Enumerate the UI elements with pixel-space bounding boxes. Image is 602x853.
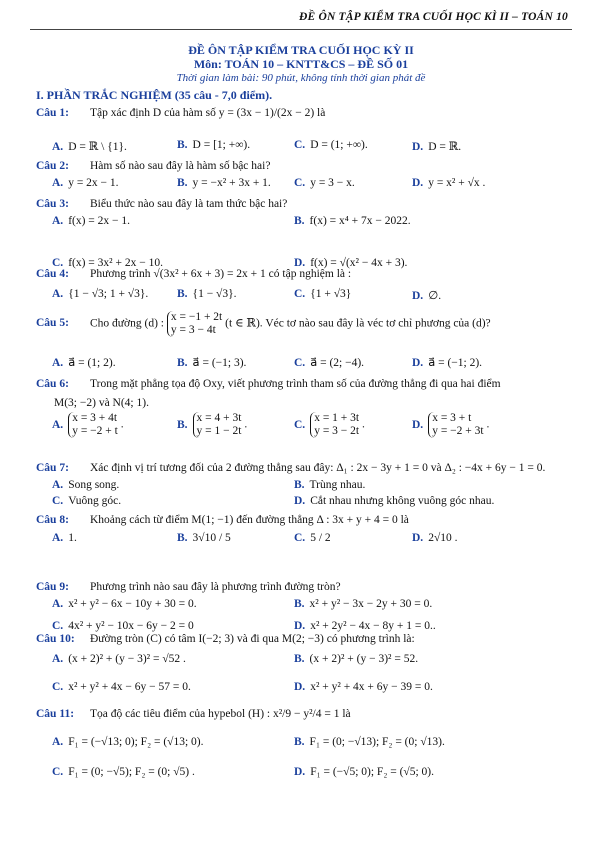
question-text: Tập xác định D của hàm số y = (3x − 1)/(2x − 2) là (90, 107, 326, 119)
option-system (193, 412, 242, 438)
option-letter: C. (294, 532, 306, 544)
option-text: (x + 2)² + (y − 3)² = 52. (309, 653, 419, 665)
option-d[interactable] (294, 681, 433, 693)
option-system (310, 412, 359, 438)
option-d[interactable] (412, 139, 461, 153)
option-d[interactable] (412, 288, 441, 302)
question-text: Biểu thức nào sau đây là tam thức bậc hai? (90, 198, 288, 210)
option-letter: D. (412, 177, 424, 189)
option-b[interactable] (294, 215, 411, 227)
option-text: Trùng nhau. (309, 479, 366, 491)
option-text: F₁ = (0; −√5); F₂ = (0; √5) . (68, 766, 195, 778)
question-text: Trong mặt phẳng tọa độ Oxy, viết phương trình tham số của đường thẳng đi qua hai điểm (90, 378, 501, 390)
question-label: Câu 5: (36, 317, 69, 329)
option-letter: A. (52, 736, 64, 748)
option-d[interactable] (412, 412, 489, 438)
option-text: 3√10 / 5 (192, 532, 231, 544)
option-text: D = ℝ \ {1}. (68, 141, 127, 153)
option-text: f(x) = 3x² + 2x − 10. (68, 257, 163, 269)
option-text: a⃗ = (−1; 3). (192, 357, 247, 369)
option-letter: B. (177, 139, 188, 151)
option-text: a⃗ = (2; −4). (310, 357, 365, 369)
option-a[interactable] (52, 215, 130, 227)
option-b[interactable] (177, 139, 250, 151)
option-a[interactable] (52, 177, 119, 189)
question-text (90, 311, 578, 337)
option-letter: A. (52, 598, 64, 610)
option-a[interactable] (52, 598, 197, 610)
option-text: y = x² + √x . (428, 177, 486, 189)
question-label: Câu 9: (36, 581, 69, 593)
option-a[interactable] (52, 653, 186, 665)
option-c[interactable] (294, 177, 355, 189)
option-text: y = 3 − x. (310, 177, 355, 189)
question-label: Câu 7: (36, 462, 69, 474)
option-text: {1 − √3; 1 + √3}. (68, 288, 149, 300)
option-c[interactable] (52, 495, 121, 507)
option-text: 4x² + y² − 10x − 6y − 2 = 0 (68, 620, 194, 632)
option-text: x² + y² + 4x − 6y − 57 = 0. (68, 681, 191, 693)
question-text: Khoảng cách từ điểm M(1; −1) đến đường thẳng Δ : 3x + y + 4 = 0 là (90, 514, 409, 526)
option-text: 5 / 2 (310, 532, 331, 544)
option-d[interactable] (294, 620, 436, 632)
option-letter: A. (52, 357, 64, 369)
option-c[interactable] (52, 681, 191, 693)
parametric-system (167, 311, 222, 337)
option-text: 1. (68, 532, 77, 544)
system-line: x = 1 + 3t (314, 412, 360, 424)
option-text: {1 − √3}. (192, 288, 237, 300)
option-letter: A. (52, 141, 64, 153)
header-rule (30, 29, 572, 30)
exam-subject: Môn: TOÁN 10 – KNTT&CS – ĐỀ SỐ 01 (193, 57, 409, 71)
question-label: Câu 6: (36, 378, 69, 390)
option-period: . (483, 418, 490, 431)
exam-title: ĐỀ ÔN TẬP KIỂM TRA CUỐI HỌC KỲ II (188, 43, 414, 57)
option-letter: B. (294, 479, 305, 491)
option-b[interactable] (177, 412, 247, 438)
option-c[interactable] (294, 288, 351, 300)
system-line: y = −2 + t (72, 425, 118, 437)
option-text: y = −x² + 3x + 1. (192, 177, 271, 189)
option-text: x² + y² − 3x − 2y + 30 = 0. (309, 598, 433, 610)
option-letter: C. (294, 139, 306, 151)
option-text: ∅. (428, 290, 442, 302)
option-a[interactable] (52, 736, 203, 748)
option-system (68, 412, 118, 438)
question-label: Câu 4: (36, 268, 69, 280)
option-letter: C. (294, 418, 306, 431)
option-a[interactable] (52, 479, 119, 491)
question-text: Phương trình nào sau đây là phương trình đường tròn? (90, 581, 341, 593)
system-line: y = −2 + 3t (432, 425, 484, 437)
option-b[interactable] (294, 598, 432, 610)
section-heading: I. PHẦN TRẮC NGHIỆM (35 câu - 7,0 điểm). (36, 88, 273, 102)
option-text: y = 2x − 1. (68, 177, 119, 189)
option-c[interactable] (52, 766, 195, 778)
option-d[interactable] (412, 177, 485, 189)
option-text: f(x) = √(x² − 4x + 3). (310, 257, 408, 269)
question-label: Câu 1: (36, 107, 69, 119)
question-label: Câu 11: (36, 708, 75, 720)
option-letter: A. (52, 532, 64, 544)
option-text: 2√10 . (428, 532, 458, 544)
option-letter: D. (412, 532, 424, 544)
option-letter: A. (52, 177, 64, 189)
option-c[interactable] (52, 620, 194, 632)
option-c[interactable] (294, 355, 364, 369)
option-c[interactable] (294, 532, 331, 544)
option-letter: B. (177, 418, 188, 431)
option-letter: C. (294, 177, 306, 189)
option-letter: D. (412, 357, 424, 369)
question-label: Câu 10: (36, 633, 75, 645)
option-period: . (359, 418, 365, 431)
option-d[interactable] (294, 495, 494, 507)
option-c[interactable] (294, 412, 365, 438)
option-text: F₁ = (−√5; 0); F₂ = (√5; 0). (310, 766, 434, 778)
option-letter: A. (52, 418, 64, 431)
option-letter: C. (52, 495, 64, 507)
option-text: x² + 2y² − 4x − 8y + 1 = 0.. (310, 620, 436, 632)
option-b[interactable] (177, 288, 237, 300)
option-text: Cắt nhau nhưng không vuông góc nhau. (310, 495, 495, 507)
option-letter: D. (412, 418, 424, 431)
option-text: {1 + √3} (310, 288, 352, 300)
option-letter: D. (294, 620, 306, 632)
option-letter: D. (412, 290, 424, 302)
option-letter: B. (177, 177, 188, 189)
page-header: ĐỀ ÔN TẬP KIỂM TRA CUỐI HỌC KÌ II – TOÁN 10 (299, 11, 568, 23)
option-letter: B. (294, 653, 305, 665)
question-label: Câu 8: (36, 514, 69, 526)
option-a[interactable] (52, 288, 148, 300)
question-text: Đường tròn (C) có tâm I(−2; 3) và đi qua M(2; −3) có phương trình là: (90, 633, 415, 645)
system-line: x = 4 + 3t (196, 412, 242, 424)
option-text: a⃗ = (1; 2). (68, 357, 116, 369)
option-text: x² + y² − 6x − 10y + 30 = 0. (68, 598, 197, 610)
option-letter: C. (52, 681, 64, 693)
exam-time-note: Thời gian làm bài: 90 phút, không tính thời gian phát đề (176, 72, 426, 84)
option-letter: D. (412, 141, 424, 153)
option-a[interactable] (52, 532, 77, 544)
option-letter: B. (294, 215, 305, 227)
question-text-line2: M(3; −2) và N(4; 1). (54, 397, 149, 409)
option-text: F₁ = (0; −√13); F₂ = (0; √13). (309, 736, 445, 748)
option-a[interactable] (52, 355, 116, 369)
option-letter: C. (52, 766, 64, 778)
option-letter: A. (52, 215, 64, 227)
option-b[interactable] (294, 736, 445, 748)
option-text: F₁ = (−√13; 0); F₂ = (√13; 0). (68, 736, 204, 748)
option-d[interactable] (412, 532, 458, 544)
question-text: Xác định vị trí tương đối của 2 đường thẳng sau đây: Δ₁ : 2x − 3y + 1 = 0 và Δ₂ : −4x + 6y − 1 = 0. (90, 462, 546, 474)
question-text-tail: (t ∈ ℝ). Véc tơ nào sau đây là véc tơ chỉ phương của (d)? (222, 317, 491, 330)
question-label: Câu 2: (36, 160, 69, 172)
option-text: D = [1; +∞). (192, 139, 251, 151)
option-letter: D. (294, 257, 306, 269)
system-line: x = 3 + 4t (72, 412, 118, 424)
option-text: x² + y² + 4x + 6y − 39 = 0. (310, 681, 433, 693)
question-text: Tọa độ các tiêu điểm của hypebol (H) : x²/9 − y²/4 = 1 là (90, 708, 351, 720)
option-c[interactable] (294, 139, 368, 151)
system-line: y = 3 − 2t (314, 425, 360, 437)
option-a[interactable] (52, 139, 127, 153)
option-letter: B. (294, 736, 305, 748)
system-line: x = −1 + 2t (170, 311, 223, 323)
question-text: Hàm số nào sau đây là hàm số bậc hai? (90, 160, 271, 172)
option-letter: B. (177, 288, 188, 300)
option-b[interactable] (177, 177, 271, 189)
option-system (428, 412, 483, 438)
option-letter: C. (52, 257, 64, 269)
option-period: . (241, 418, 248, 431)
option-period: . (117, 418, 124, 431)
option-text: f(x) = x⁴ + 7x − 2022. (309, 215, 411, 227)
option-letter: C. (294, 357, 306, 369)
option-text: (x + 2)² + (y − 3)² = √52 . (68, 653, 186, 665)
option-b[interactable] (294, 653, 418, 665)
option-d[interactable] (294, 766, 434, 778)
option-letter: B. (177, 357, 188, 369)
option-text: f(x) = 2x − 1. (68, 215, 131, 227)
system-line: y = 1 − 2t (196, 425, 242, 437)
option-text: a⃗ = (−1; 2). (428, 357, 483, 369)
option-d[interactable] (412, 355, 482, 369)
option-text: D = (1; +∞). (310, 139, 368, 151)
question-text: Phương trình √(3x² + 6x + 3) = 2x + 1 có tập nghiệm là : (90, 268, 352, 280)
question-text-lead: Cho đường (d) : (90, 317, 167, 330)
option-letter: A. (52, 288, 64, 300)
option-letter: C. (52, 620, 64, 632)
system-line: y = 3 − 4t (170, 324, 216, 336)
option-b[interactable] (177, 532, 231, 544)
option-letter: B. (294, 598, 305, 610)
option-letter: B. (177, 532, 188, 544)
option-letter: D. (294, 766, 306, 778)
option-b[interactable] (177, 355, 246, 369)
option-a[interactable] (52, 412, 124, 438)
option-letter: C. (294, 288, 306, 300)
option-letter: D. (294, 495, 306, 507)
system-line: x = 3 + t (432, 412, 472, 424)
option-text: D = ℝ. (428, 141, 462, 153)
option-letter: D. (294, 681, 306, 693)
option-letter: A. (52, 653, 64, 665)
option-text: Song song. (68, 479, 120, 491)
option-letter: A. (52, 479, 64, 491)
option-text: Vuông góc. (68, 495, 122, 507)
question-label: Câu 3: (36, 198, 69, 210)
option-b[interactable] (294, 479, 365, 491)
